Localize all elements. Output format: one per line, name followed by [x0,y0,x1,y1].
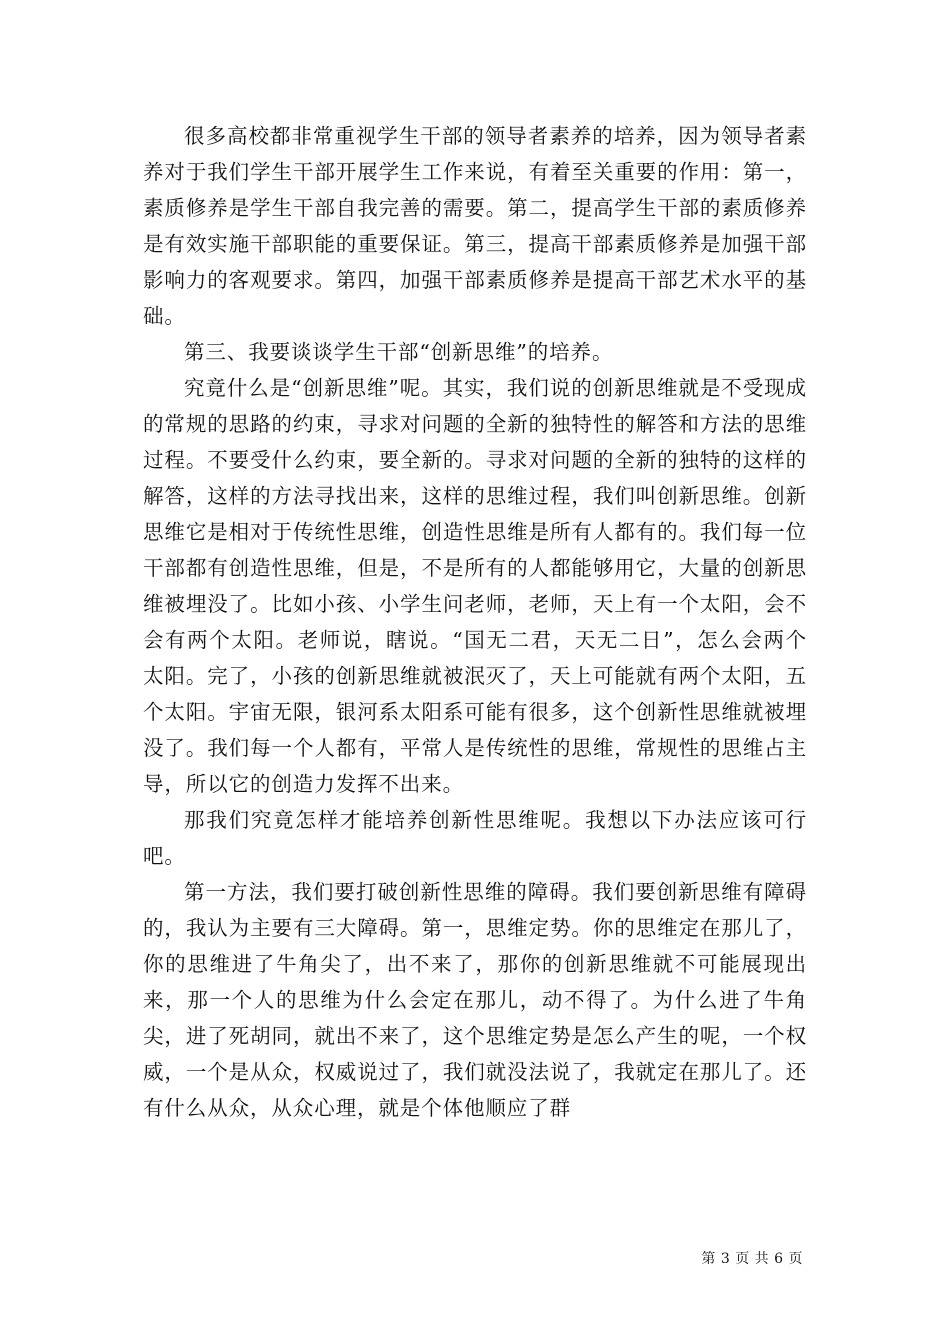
paragraph-how-to-cultivate: 那我们究竟怎样才能培养创新性思维呢。我想以下办法应该可行吧。 [143,808,807,868]
paragraph-innovative-thinking-heading: 第三、我要谈谈学生干部“创新思维”的培养。 [184,340,614,364]
paragraph-what-is-innovative-thinking: 究竟什么是“创新思维”呢。其实，我们说的创新思维就是不受现成的常规的思路的约束，寻求对问题的全新的独特性的解答和方法的思维过程。不要受什么约束，要全新的。寻求对问题的全新的独特的这样的解答，这样的方法寻找出来，这样的思维过程，我们叫创新思维。创新思维它是相对于传统性思维，创造性思维是所有人都有的。我们每一位干部都有创造性思维，但是，不是所有的人都能够用它，大量的创新思维被埋没了。比如小孩、小学生问老师，老师，天上有一个太阳，会不会有两个太阳。老师说，瞎说。“国无二君，天无二日”，怎么会两个太阳。完了，小孩的创新思维就被泯灭了，天上可能就有两个太阳，五个太阳。宇宙无限，银河系太阳系可能有很多，这个创新性思维就被埋没了。我们每一个人都有，平常人是传统性的思维，常规性的思维占主导，所以它的创造力发挥不出来。 [143,376,807,796]
page-number: 第 3 页 共 6 页 [701,1251,803,1267]
paragraph-leadership-importance: 很多高校都非常重视学生干部的领导者素养的培养，因为领导者素养对于我们学生干部开展学生工作来说，有着至关重要的作用：第一，素质修养是学生干部自我完善的需要。第二，提高学生干部的素质修养是有效实施干部职能的重要保证。第三，提高干部素质修养是加强干部影响力的客观要求。第四，加强干部素质修养是提高干部艺术水平的基础。 [143,124,807,328]
body-text [143,118,807,1126]
paragraph-first-method: 第一方法，我们要打破创新性思维的障碍。我们要创新思维有障碍的，我认为主要有三大障碍。第一，思维定势。你的思维定在那儿了，你的思维进了牛角尖了，出不来了，那你的创新思维就不可能展现出来，那一个人的思维为什么会定在那儿，动不得了。为什么进了牛角尖，进了死胡同，就出不来了，这个思维定势是怎么产生的呢，一个权威，一个是从众，权威说过了，我们就没法说了，我就定在那儿了。还有什么从众，从众心理，就是个体他顺应了群 [143,880,807,1120]
